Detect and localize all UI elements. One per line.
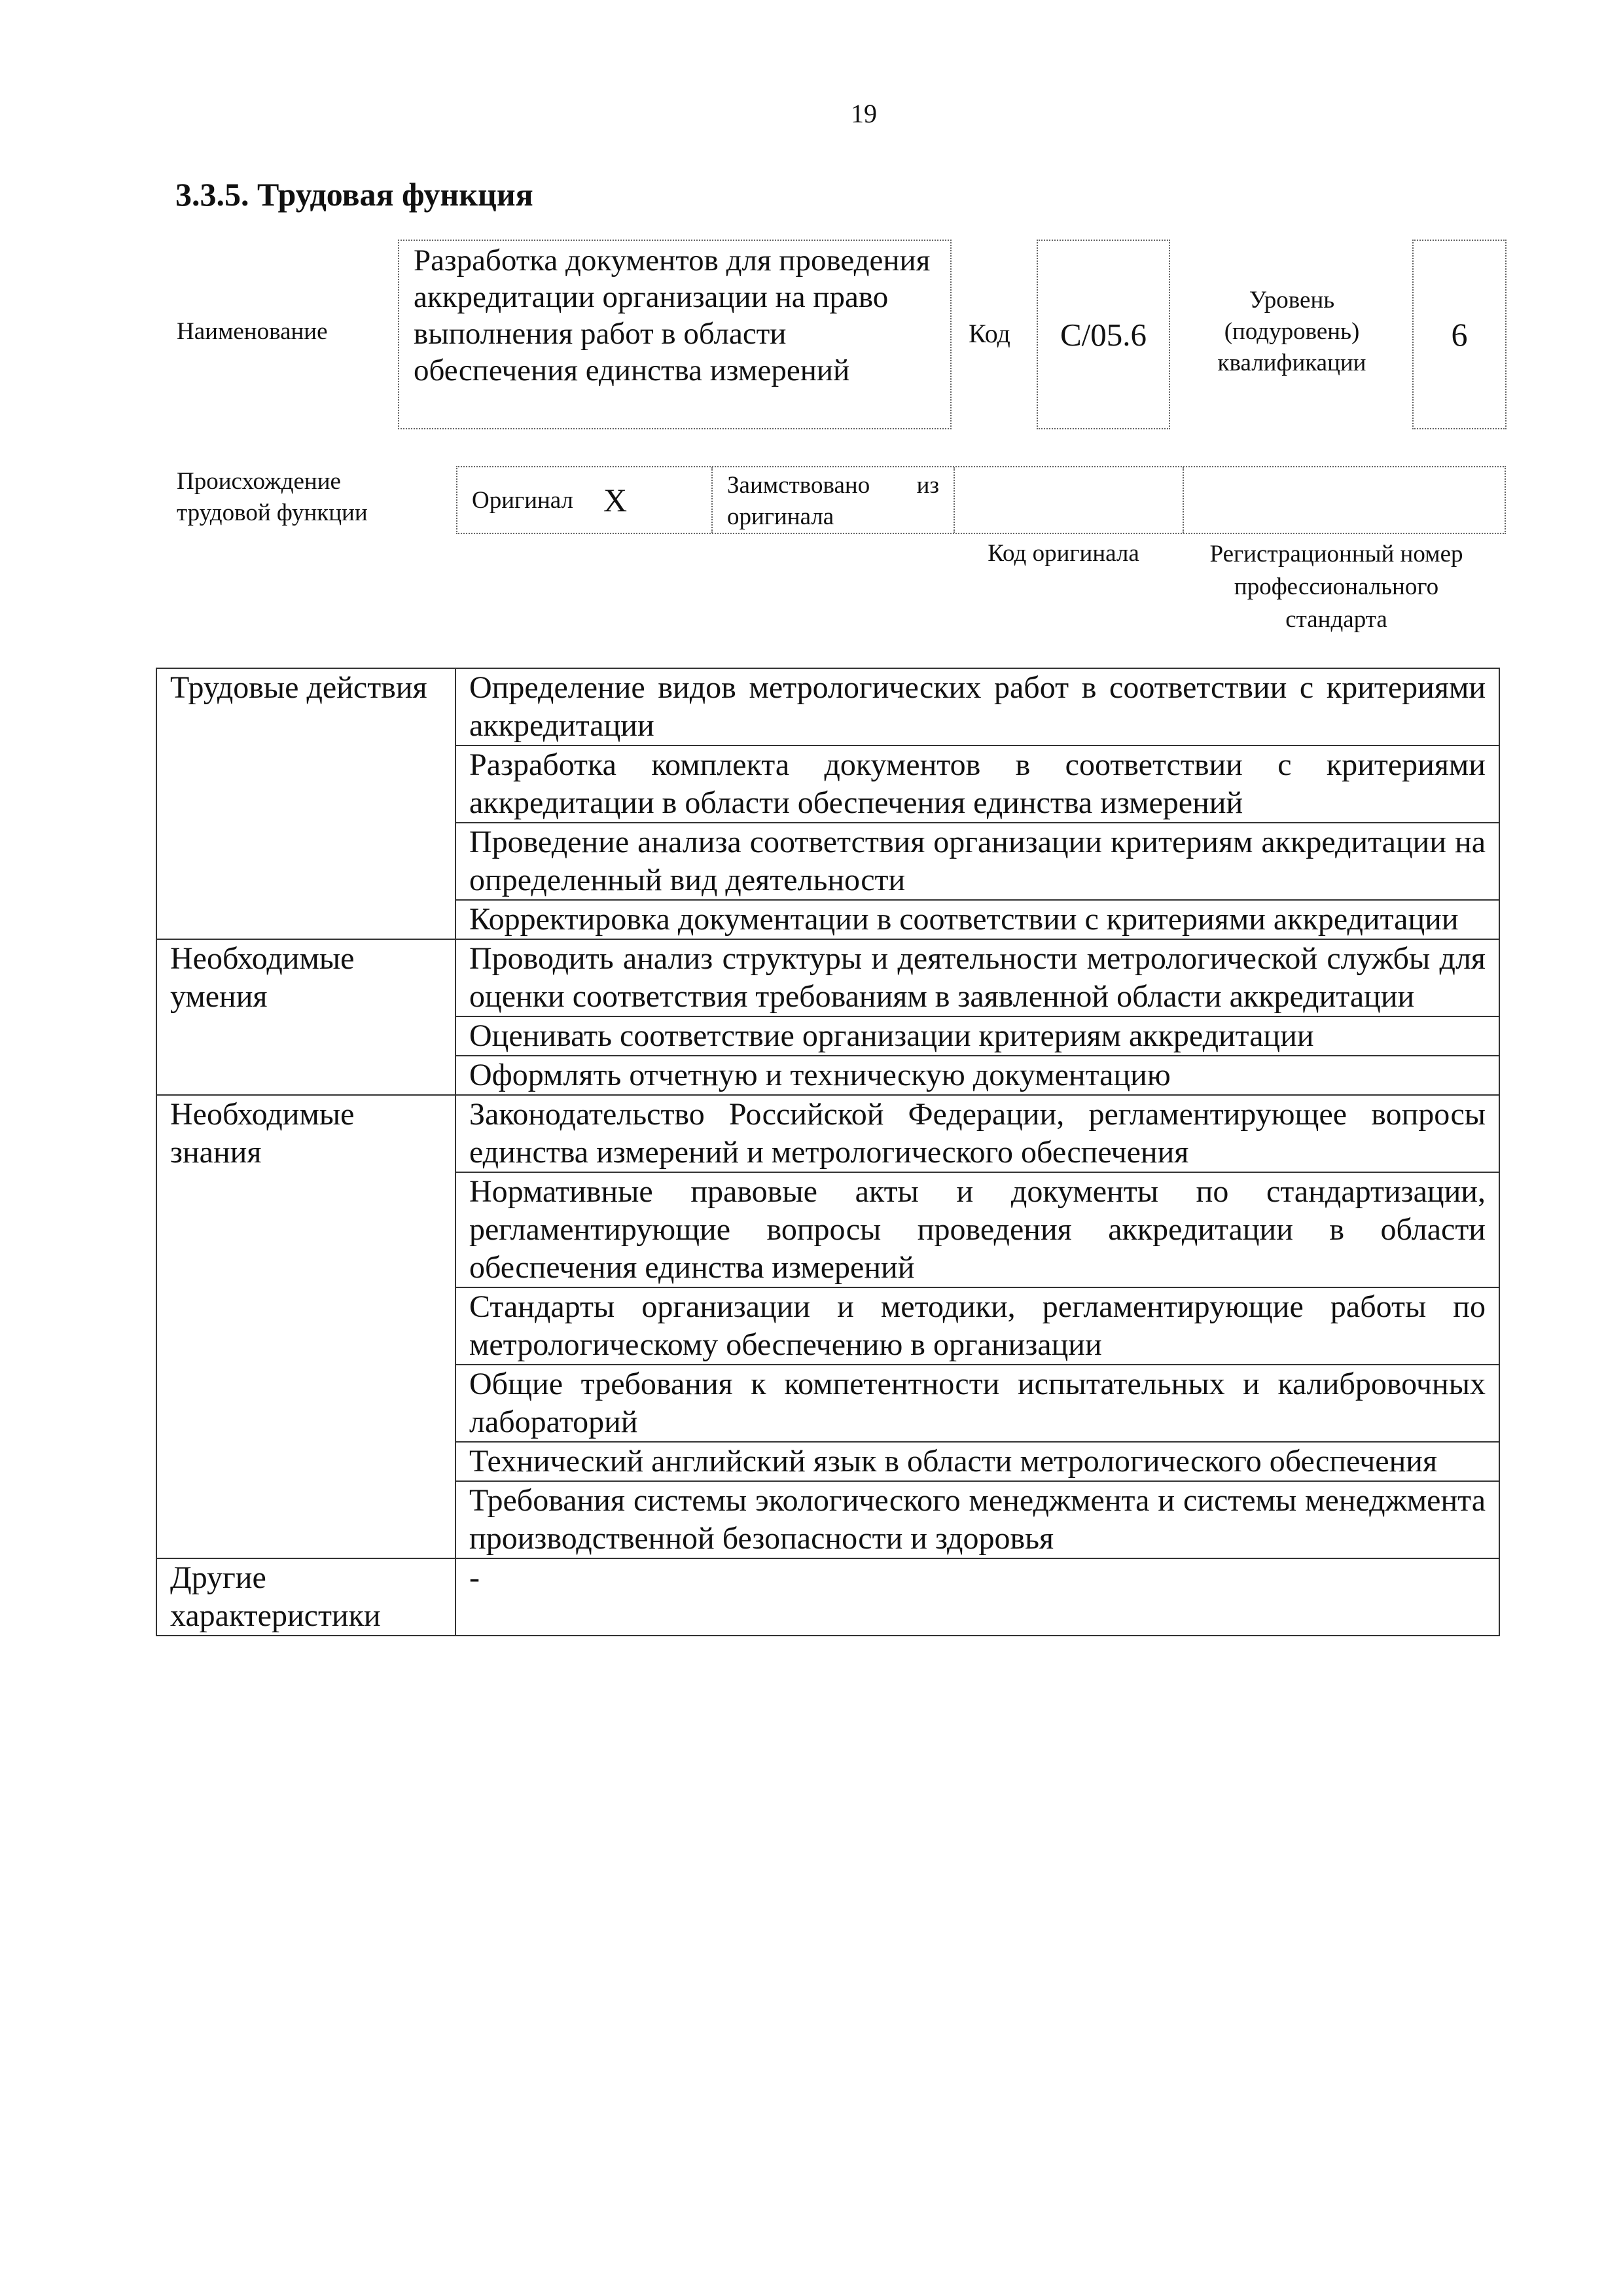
table-cell: Общие требования к компетентности испытательных и калибровочных лабораторий [455,1365,1499,1442]
function-name-value: Разработка документов для проведения аккредитации организации на право выполнения работ в области обеспечения единства измерений [398,240,952,429]
table-cell: Законодательство Российской Федерации, регламентирующее вопросы единства измерений и метрологического обеспечения [455,1095,1499,1172]
table-cell: Стандарты организации и методики, регламентирующие работы по метрологическому обеспечению в организации [455,1287,1499,1365]
category-labor-actions: Трудовые действия [156,668,455,939]
table-cell: Технический английский язык в области метрологического обеспечения [455,1442,1499,1481]
code-original-cell [955,467,1184,533]
level-value: 6 [1412,240,1507,429]
table-cell: Разработка комплекта документов в соответствии с критериями аккредитации в области обеспечения единства измерений [455,745,1499,823]
table-cell: Оценивать соответствие организации критериям аккредитации [455,1016,1499,1056]
original-mark: X [603,482,628,518]
origin-row [456,466,1506,534]
name-label: Наименование [177,318,328,345]
code-label: Код [969,319,1010,348]
borrowed-label: Заимствовано из оригинала [713,467,955,533]
origin-label: Происхождение трудовой функции [177,468,368,526]
table-row [156,1095,1499,1172]
table-row [156,1558,1499,1636]
category-required-skills: Необходимые умения [156,939,455,1095]
function-details-table [156,668,1500,1636]
table-cell: Нормативные правовые акты и документы по стандартизации, регламентирующие вопросы проведения аккредитации в области обеспечения единства измерений [455,1172,1499,1287]
reg-number-cell [1184,467,1505,533]
reg-number-label: Регистрационный номер профессионального стандарта [1209,541,1463,633]
table-cell: Корректировка документации в соответствии с критериями аккредитации [455,900,1499,939]
category-other-characteristics: Другие характеристики [156,1558,455,1636]
code-original-label: Код оригинала [988,540,1139,567]
function-code-value: C/05.6 [1037,240,1170,429]
original-label: Оригинал [472,486,574,514]
page-number: 19 [851,99,877,128]
section-title: 3.3.5. Трудовая функция [175,176,533,213]
table-row [156,939,1499,1016]
table-cell: Оформлять отчетную и техническую документацию [455,1056,1499,1095]
category-required-knowledge: Необходимые знания [156,1095,455,1558]
table-cell: - [455,1558,1499,1636]
origin-original-cell [457,467,713,533]
table-row [156,668,1499,745]
table-cell: Требования системы экологического менеджмента и системы менеджмента производственной безопасности и здоровья [455,1481,1499,1558]
table-cell: Проведение анализа соответствия организации критериям аккредитации на определенный вид деятельности [455,823,1499,900]
table-cell: Проводить анализ структуры и деятельности метрологической службы для оценки соответствия требованиям в заявленной области аккредитации [455,939,1499,1016]
table-cell: Определение видов метрологических работ в соответствии с критериями аккредитации [455,668,1499,745]
level-label: Уровень (подуровень) квалификации [1217,287,1366,376]
